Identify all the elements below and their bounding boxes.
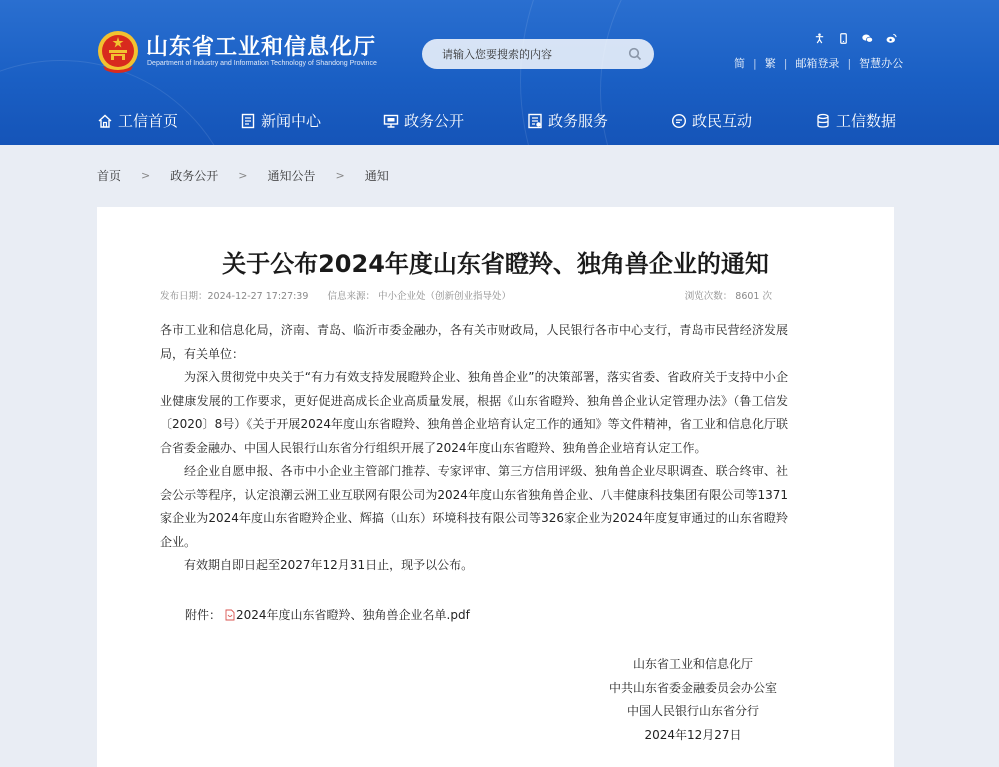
breadcrumb [97, 167, 389, 184]
article-paragraph: 为深入贯彻党中央关于“有力有效支持发展瞪羚企业、独角兽企业”的决策部署，落实省委、省政府关于支持中小企业健康发展的工作要求，更好促进高成长企业高质量发展，根据《山东省瞪羚、独角兽企业认定管理办法》（鲁工信发〔2020〕8号）《关于开展2024年度山东省瞪羚、独角兽企业培育认定工作的通知》等文件精神，省工业和信息化厅联合省委金融办、中国人民银行山东省分行组织开展了2024年度山东省瞪羚、独角兽企业培育认定工作。 [160, 370, 788, 455]
article-paragraph: 有效期自即日起至2027年12月31日止，现予以公布。 [184, 558, 474, 572]
article-paragraph: 经企业自愿申报、各市中小企业主管部门推荐、专家评审、第三方信用评级、独角兽企业尽职调查、联合终审、社会公示等程序，认定浪潮云洲工业互联网有限公司为2024年度山东省独角兽企业、八丰健康科技集团有限公司等1371家企业为2024年度山东省瞪羚企业、辉搞（山东）环境科技有限公司等326家企业为2024年度复审通过的山东省瞪羚企业。 [160, 464, 788, 549]
nav-label: 政民互动 [692, 112, 753, 130]
signatory: 中共山东省委金融委员会办公室 [608, 680, 777, 695]
monitor-icon [383, 113, 399, 129]
pdf-icon [225, 609, 235, 621]
nav-item-home[interactable] [97, 110, 178, 131]
signatory: 山东省工业和信息化厅 [632, 657, 753, 671]
site-title[interactable]: 山东省工业和信息化厅 [146, 35, 377, 60]
search-icon[interactable] [628, 47, 642, 61]
simplified-chinese-link[interactable]: 简 [734, 57, 745, 70]
email-login-link[interactable]: 邮箱登录 [795, 57, 840, 70]
attachment [185, 606, 470, 623]
nav-item-data[interactable] [815, 110, 896, 131]
publish-date: 发布日期：2024-12-27 17:27:39 [160, 291, 309, 302]
link-separator: | [847, 56, 852, 70]
attachment-link[interactable]: 2024年度山东省瞪羚、独角兽企业名单.pdf [236, 608, 470, 622]
nav-item-gov-affairs[interactable] [383, 110, 464, 131]
nav-item-gov-service[interactable] [527, 110, 608, 131]
top-links [734, 55, 903, 71]
search-input[interactable] [440, 47, 628, 62]
article-title: 关于公布2024年度山东省瞪羚、独角兽企业的通知 [222, 250, 769, 278]
breadcrumb-separator: > [238, 169, 248, 182]
search-box [422, 39, 654, 69]
nav-label: 新闻中心 [261, 112, 322, 130]
article-body [160, 319, 788, 578]
database-icon [815, 113, 831, 129]
main-nav [0, 100, 999, 145]
nav-item-news[interactable] [240, 110, 321, 131]
breadcrumb-home[interactable]: 首页 [97, 169, 122, 183]
breadcrumb-gov-affairs[interactable]: 政务公开 [170, 169, 219, 183]
breadcrumb-separator: > [335, 169, 345, 182]
nav-label: 工信首页 [118, 112, 179, 130]
signature-date: 2024年12月27日 [644, 727, 742, 742]
news-icon [240, 113, 256, 129]
nav-label: 政务服务 [548, 112, 609, 130]
view-count: 浏览次数： 8601 次 [684, 291, 772, 302]
article-panel [97, 207, 894, 767]
site-subtitle: Department of Industry and Information Technology of Shandong Province [147, 60, 377, 67]
mobile-icon[interactable] [838, 33, 849, 44]
interaction-icon [671, 113, 687, 129]
accessibility-icon[interactable] [814, 33, 825, 44]
nav-item-interaction[interactable] [671, 110, 752, 131]
link-separator: | [783, 56, 788, 70]
wechat-icon[interactable] [862, 33, 873, 44]
breadcrumb-separator: > [141, 169, 151, 182]
attachment-label: 附件： [185, 608, 222, 622]
signatory: 中国人民银行山东省分行 [626, 704, 759, 718]
service-icon [527, 113, 543, 129]
weibo-icon[interactable] [886, 33, 897, 44]
breadcrumb-notices[interactable]: 通知公告 [267, 169, 316, 183]
signature-block [593, 653, 793, 747]
nav-label: 工信数据 [836, 112, 897, 130]
site-header [0, 0, 999, 145]
home-icon [97, 113, 113, 129]
traditional-chinese-link[interactable]: 繁 [764, 57, 776, 70]
top-icons [814, 33, 897, 44]
breadcrumb-current[interactable]: 通知 [364, 169, 389, 183]
article-paragraph: 各市工业和信息化局，济南、青岛、临沂市委金融办，各有关市财政局，人民银行各市中心支行，青岛市民营经济发展局，有关单位： [160, 323, 788, 361]
link-separator: | [753, 56, 757, 70]
smart-office-link[interactable]: 智慧办公 [859, 57, 904, 70]
article-meta [160, 288, 772, 302]
nav-label: 政务公开 [404, 112, 465, 130]
info-source: 信息来源： 中小企业处（创新创业指导处） [327, 291, 511, 302]
national-emblem-icon[interactable] [97, 30, 139, 74]
